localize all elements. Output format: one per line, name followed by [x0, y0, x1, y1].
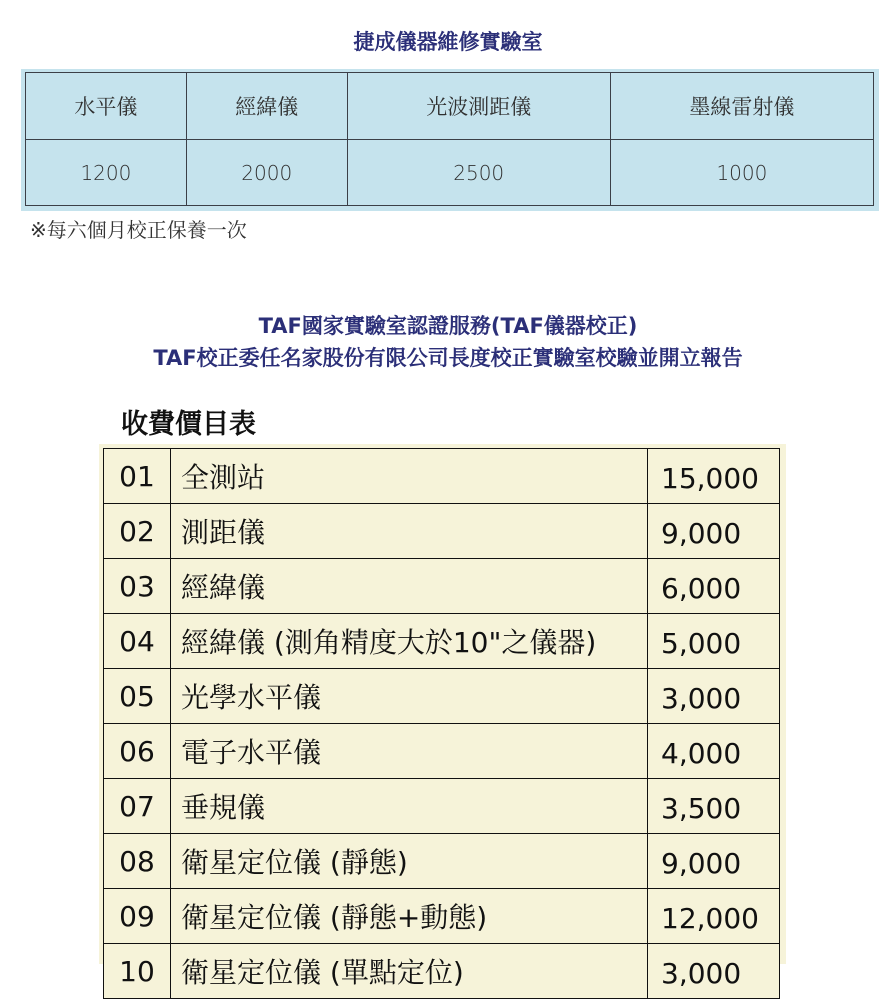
item-number: 04: [104, 614, 171, 669]
lab-title: 捷成儀器維修實驗室: [353, 30, 543, 54]
header-cell: 墨線雷射儀: [610, 73, 873, 140]
item-number: 06: [104, 724, 171, 779]
item-number: 10: [104, 944, 171, 999]
item-price: 3,000: [648, 669, 780, 724]
item-price: 3,000: [648, 944, 780, 999]
value-cell: 1200: [26, 140, 187, 206]
item-number: 09: [104, 889, 171, 944]
fee-table-title: 收費價目表: [121, 409, 256, 440]
item-name: 電子水平儀: [171, 724, 648, 779]
item-name: 經緯儀 (測角精度大於10"之儀器): [171, 614, 648, 669]
item-name: 全測站: [171, 449, 648, 504]
item-name: 衛星定位儀 (單點定位): [171, 944, 648, 999]
table-row: [104, 944, 780, 999]
item-price: 6,000: [648, 559, 780, 614]
fee-table: [103, 448, 780, 999]
taf-title: [0, 310, 896, 374]
item-price: 15,000: [648, 449, 780, 504]
item-number: 07: [104, 779, 171, 834]
taf-title-line-1: TAF國家實驗室認證服務(TAF儀器校正): [258, 314, 638, 338]
item-price: 9,000: [648, 504, 780, 559]
item-price: 3,500: [648, 779, 780, 834]
item-name: 垂規儀: [171, 779, 648, 834]
maintenance-note: ※每六個月校正保養一次: [30, 218, 247, 242]
item-number: 05: [104, 669, 171, 724]
table-row: [104, 669, 780, 724]
header-cell: 經緯儀: [186, 73, 347, 140]
item-number: 02: [104, 504, 171, 559]
table-row: [104, 889, 780, 944]
item-number: 01: [104, 449, 171, 504]
item-name: 衛星定位儀 (靜態): [171, 834, 648, 889]
item-number: 08: [104, 834, 171, 889]
value-cell: 2500: [347, 140, 610, 206]
table-row: [104, 724, 780, 779]
value-cell: 2000: [186, 140, 347, 206]
item-number: 03: [104, 559, 171, 614]
header-cell: 水平儀: [26, 73, 187, 140]
table-row: [104, 614, 780, 669]
item-name: 光學水平儀: [171, 669, 648, 724]
table-row: [104, 559, 780, 614]
item-price: 9,000: [648, 834, 780, 889]
value-cell: 1000: [610, 140, 873, 206]
item-price: 12,000: [648, 889, 780, 944]
item-name: 經緯儀: [171, 559, 648, 614]
item-price: 5,000: [648, 614, 780, 669]
table-row: [104, 779, 780, 834]
item-name: 衛星定位儀 (靜態+動態): [171, 889, 648, 944]
table-value-row: [26, 140, 874, 206]
table-row: [104, 504, 780, 559]
instrument-price-table: [25, 72, 874, 206]
table-row: [104, 449, 780, 504]
item-name: 測距儀: [171, 504, 648, 559]
header-cell: 光波測距儀: [347, 73, 610, 140]
table-row: [104, 834, 780, 889]
item-price: 4,000: [648, 724, 780, 779]
table-header-row: [26, 73, 874, 140]
taf-title-line-2: TAF校正委任名家股份有限公司長度校正實驗室校驗並開立報告: [153, 346, 743, 370]
